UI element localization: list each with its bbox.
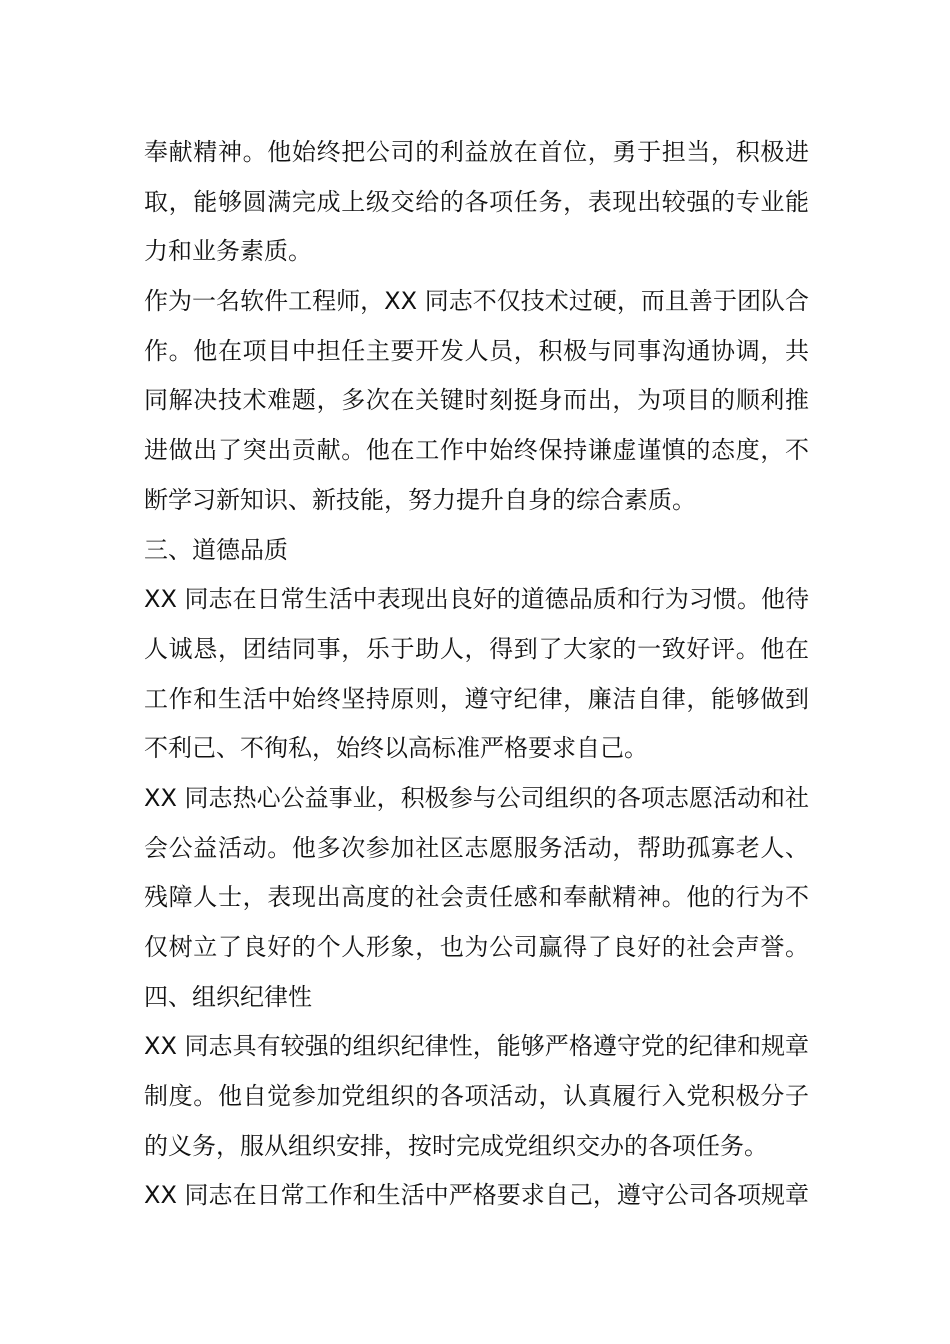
section-heading: 三、道德品质 bbox=[144, 535, 288, 564]
section-heading: 四、组织纪律性 bbox=[144, 982, 312, 1011]
text-line: 进做出了突出贡献。他在工作中始终保持谦虚谨慎的态度，不 bbox=[144, 436, 809, 465]
text-line: 取，能够圆满完成上级交给的各项任务，表现出较强的专业能 bbox=[144, 187, 809, 216]
text-line: 作为一名软件工程师，XX 同志不仅技术过硬，而且善于团队合 bbox=[144, 287, 809, 316]
text-line: 断学习新知识、新技能，努力提升自身的综合素质。 bbox=[144, 485, 696, 514]
text-line: 奉献精神。他始终把公司的利益放在首位，勇于担当，积极进 bbox=[144, 138, 809, 166]
text-line: XX 同志在日常生活中表现出良好的道德品质和行为习惯。他待 bbox=[144, 585, 809, 614]
text-line: 的义务，服从组织安排，按时完成党组织交办的各项任务。 bbox=[144, 1131, 768, 1160]
text-line: 会公益活动。他多次参加社区志愿服务活动，帮助孤寡老人、 bbox=[144, 833, 809, 862]
text-line: 不利己、不徇私，始终以高标准严格要求自己。 bbox=[144, 734, 648, 763]
text-line: 人诚恳，团结同事，乐于助人，得到了大家的一致好评。他在 bbox=[144, 634, 809, 663]
text-line: XX 同志具有较强的组织纪律性，能够严格遵守党的纪律和规章 bbox=[144, 1032, 809, 1061]
text-line: 力和业务素质。 bbox=[144, 237, 312, 266]
text-line: 制度。他自觉参加党组织的各项活动，认真履行入党积极分子 bbox=[144, 1082, 809, 1111]
text-line: XX 同志在日常工作和生活中严格要求自己，遵守公司各项规章 bbox=[144, 1181, 809, 1210]
text-line: 同解决技术难题，多次在关键时刻挺身而出，为项目的顺利推 bbox=[144, 386, 809, 415]
text-line: 残障人士，表现出高度的社会责任感和奉献精神。他的行为不 bbox=[144, 883, 809, 912]
text-line: XX 同志热心公益事业，积极参与公司组织的各项志愿活动和社 bbox=[144, 783, 809, 812]
text-line: 仅树立了良好的个人形象，也为公司赢得了良好的社会声誉。 bbox=[144, 933, 809, 961]
text-line: 工作和生活中始终坚持原则，遵守纪律，廉洁自律，能够做到 bbox=[144, 684, 809, 713]
text-line: 作。他在项目中担任主要开发人员，积极与同事沟通协调，共 bbox=[144, 336, 809, 365]
document-body bbox=[144, 128, 809, 1221]
